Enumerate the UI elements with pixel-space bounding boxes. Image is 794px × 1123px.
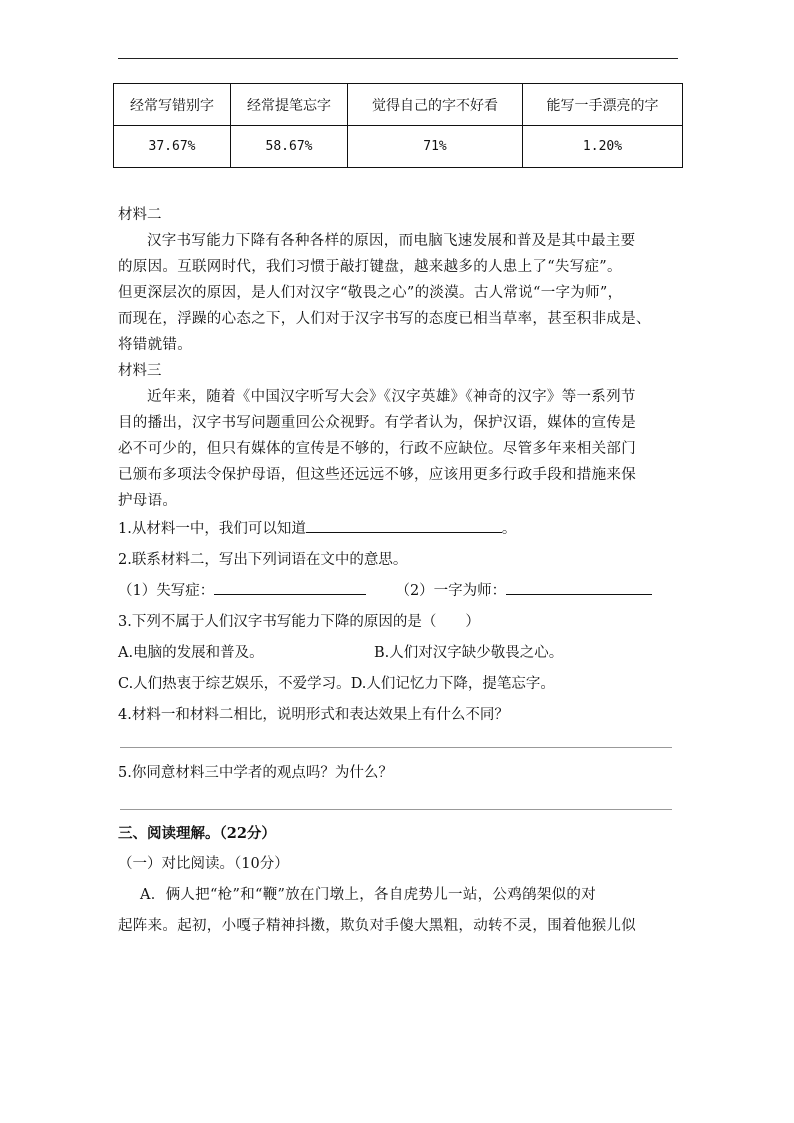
question-2-item-2-label: （2）一字为师： [395, 583, 507, 599]
material2-line: 的原因。互联网时代，我们习惯于敲打键盘，越来越多的人患上了“失写症”。 [118, 259, 622, 275]
material2-title: 材料二 [118, 207, 162, 223]
material2-line: 而现在，浮躁的心态之下，人们对于汉字书写的态度已相当草率，甚至积非成是、 [118, 311, 651, 327]
question-4: 4.材料一和材料二相比，说明形式和表达效果上有什么不同？ [118, 707, 509, 723]
question-2-items [118, 576, 683, 607]
question-5: 5.你同意材料三中学者的观点吗？为什么？ [118, 765, 393, 781]
material2-line: 但更深层次的原因，是人们对汉字“敬畏之心”的淡漠。古人常说“一字为师”， [118, 285, 623, 301]
header-rule [118, 58, 678, 59]
option-b[interactable]: B.人们对汉字缺少敬畏之心。 [374, 645, 564, 661]
material3-line: 必不可少的，但只有媒体的宣传是不够的，行政不应缺位。尽管多年来相关部门 [118, 441, 636, 457]
question-2-item-1-label: （1）失写症： [118, 583, 215, 599]
option-d[interactable]: D.人们记忆力下降，提笔忘字。 [350, 676, 555, 692]
survey-value-cell: 1.20% [523, 126, 683, 168]
survey-value-cell: 58.67% [231, 126, 348, 168]
question-1 [118, 514, 683, 545]
passage-line: 起阵来。起初，小嘎子精神抖擞，欺负对手傻大黑粗，动转不灵，围着他猴儿似 [118, 918, 636, 934]
material3-line: 近年来，随着《中国汉字听写大会》《汉字英雄》《神奇的汉字》等一系列节 [147, 389, 636, 405]
question-2: 2.联系材料二，写出下列词语在文中的意思。 [118, 552, 408, 568]
material2-line: 汉字书写能力下降有各种各样的原因，而电脑飞速发展和普及是其中最主要 [147, 233, 636, 249]
survey-value-row [114, 126, 683, 168]
material3-title: 材料三 [118, 363, 162, 379]
survey-value-cell: 71% [348, 126, 523, 168]
survey-header-cell: 能写一手漂亮的字 [523, 84, 683, 126]
survey-value-cell: 37.67% [114, 126, 231, 168]
question-3-options-row [118, 638, 683, 669]
section-3-subheading: （一）对比阅读。（10分） [118, 856, 289, 872]
material2-line: 将错就错。 [118, 337, 192, 353]
option-a[interactable]: A.电脑的发展和普及。 [118, 645, 264, 661]
passage-line: A．俩人把“枪”和“鞭”放在门墩上，各自虎势儿一站，公鸡鹐架似的对 [140, 887, 597, 903]
survey-table [113, 83, 683, 168]
exam-content [118, 202, 683, 942]
survey-header-cell: 经常提笔忘字 [231, 84, 348, 126]
option-c[interactable]: C.人们热衷于综艺娱乐，不爱学习。 [118, 676, 351, 692]
question-2-item-1-blank[interactable] [214, 576, 366, 595]
question-1-answer-blank[interactable] [306, 514, 502, 533]
section-3-heading: 三、阅读理解。（22分） [118, 825, 276, 842]
material3-line: 护母语。 [118, 493, 178, 509]
question-1-text: 1.从材料一中，我们可以知道 [118, 521, 306, 537]
survey-header-row [114, 84, 683, 126]
question-1-suffix: 。 [501, 521, 517, 537]
question-3-options-row [118, 669, 683, 700]
survey-header-cell: 觉得自己的字不好看 [348, 84, 523, 126]
survey-header-cell: 经常写错别字 [114, 84, 231, 126]
question-2-item-2-blank[interactable] [506, 576, 652, 595]
question-3: 3.下列不属于人们汉字书写能力下降的原因的是（ ） [118, 614, 480, 630]
material3-line: 目的播出，汉字书写问题重回公众视野。有学者认为，保护汉语，媒体的宣传是 [118, 415, 636, 431]
material3-line: 已颁布多项法令保护母语，但这些还远远不够，应该用更多行政手段和措施来保 [118, 467, 636, 483]
